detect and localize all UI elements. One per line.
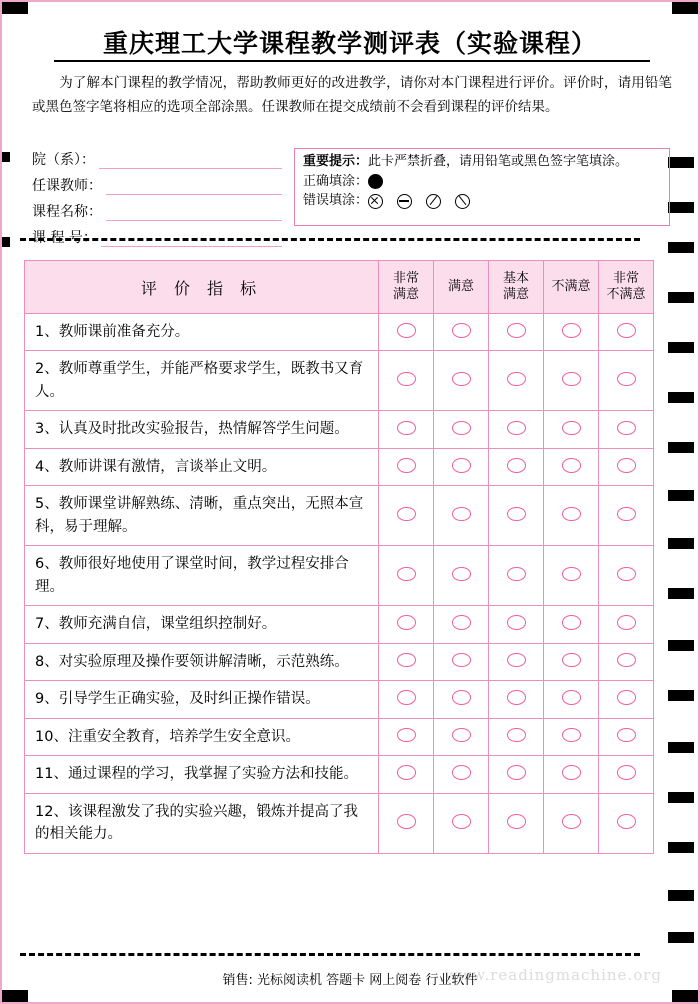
option-cell[interactable]	[544, 486, 599, 546]
field-course-no-label: 课 程 号：	[32, 230, 97, 246]
timing-mark	[668, 538, 694, 549]
timing-mark	[668, 640, 694, 651]
bubble-icon[interactable]	[397, 567, 416, 582]
option-cell[interactable]	[544, 351, 599, 411]
filled-circle-icon	[368, 174, 383, 189]
option-cell[interactable]	[489, 411, 544, 448]
bubble-icon[interactable]	[617, 765, 636, 780]
bubble-icon[interactable]	[452, 421, 471, 436]
notice-headline	[303, 153, 661, 171]
option-cell[interactable]	[544, 756, 599, 793]
bubble-icon[interactable]	[507, 765, 526, 780]
field-department	[32, 150, 282, 169]
option-cell[interactable]	[379, 681, 434, 718]
fold-divider-top	[20, 238, 640, 241]
timing-mark	[668, 242, 694, 253]
bubble-icon[interactable]	[562, 323, 581, 338]
option-cell[interactable]	[379, 643, 434, 680]
registration-mark	[672, 990, 698, 1002]
option-cell[interactable]	[544, 411, 599, 448]
timing-mark	[668, 742, 694, 753]
option-cell[interactable]	[599, 793, 654, 853]
option-cell[interactable]	[379, 486, 434, 546]
option-cell[interactable]	[599, 681, 654, 718]
field-teacher	[32, 176, 282, 195]
col-line2: 满意	[392, 287, 419, 302]
option-cell[interactable]	[434, 411, 489, 448]
wrong-mark-label: 错误填涂：	[303, 193, 369, 209]
notice-label: 重要提示：	[303, 154, 369, 169]
footer-text: 销售: 光标阅读机 答题卡 网上阅卷 行业软件	[222, 973, 478, 988]
column-header-basically-satisfied	[489, 261, 544, 314]
bubble-icon[interactable]	[507, 615, 526, 630]
option-cell[interactable]	[544, 718, 599, 755]
column-header-indicator: 评 价 指 标	[25, 261, 379, 314]
field-teacher-input[interactable]	[106, 179, 282, 195]
question-text: 5、教师课堂讲解熟练、清晰，重点突出，无照本宣科，易于理解。	[25, 486, 379, 546]
timing-mark	[668, 342, 694, 353]
bubble-icon[interactable]	[397, 458, 416, 473]
option-cell[interactable]	[434, 681, 489, 718]
bubble-icon[interactable]	[507, 372, 526, 387]
option-cell[interactable]	[379, 606, 434, 643]
col-line1: 不满意	[551, 278, 591, 294]
timing-mark	[668, 932, 694, 943]
option-cell[interactable]	[599, 411, 654, 448]
bubble-icon[interactable]	[397, 507, 416, 522]
table-row	[25, 718, 654, 755]
timing-mark	[2, 152, 10, 162]
field-course-name-label: 课程名称：	[32, 204, 102, 220]
option-cell[interactable]	[599, 448, 654, 485]
option-cell[interactable]	[434, 314, 489, 351]
option-cell[interactable]	[599, 351, 654, 411]
bubble-icon[interactable]	[397, 323, 416, 338]
bubble-icon[interactable]	[507, 421, 526, 436]
bubble-icon[interactable]	[397, 765, 416, 780]
question-text: 8、对实验原理及操作要领讲解清晰，示范熟练。	[25, 643, 379, 680]
table-row	[25, 546, 654, 606]
option-cell[interactable]	[544, 793, 599, 853]
bubble-icon[interactable]	[452, 728, 471, 743]
bubble-icon[interactable]	[617, 728, 636, 743]
option-cell[interactable]	[434, 546, 489, 606]
bubble-icon[interactable]	[562, 814, 581, 829]
bubble-icon[interactable]	[562, 421, 581, 436]
bubble-icon[interactable]	[562, 653, 581, 668]
minus-circle-icon	[397, 194, 412, 209]
bubble-icon[interactable]	[617, 567, 636, 582]
option-cell[interactable]	[379, 448, 434, 485]
option-cell[interactable]	[434, 486, 489, 546]
bubble-icon[interactable]	[562, 567, 581, 582]
option-cell[interactable]	[544, 314, 599, 351]
question-text: 2、教师尊重学生，并能严格要求学生，既教书又育人。	[25, 351, 379, 411]
bubble-icon[interactable]	[507, 458, 526, 473]
field-course-name-input[interactable]	[106, 205, 282, 221]
bubble-icon[interactable]	[507, 567, 526, 582]
table-row	[25, 643, 654, 680]
bubble-icon[interactable]	[507, 728, 526, 743]
bubble-icon[interactable]	[562, 372, 581, 387]
bubble-icon[interactable]	[617, 653, 636, 668]
bubble-icon[interactable]	[397, 372, 416, 387]
option-cell[interactable]	[379, 793, 434, 853]
option-cell[interactable]	[489, 486, 544, 546]
bubble-icon[interactable]	[507, 653, 526, 668]
bubble-icon[interactable]	[452, 653, 471, 668]
bubble-icon[interactable]	[452, 814, 471, 829]
bubble-icon[interactable]	[452, 323, 471, 338]
bubble-icon[interactable]	[562, 507, 581, 522]
bubble-icon[interactable]	[617, 690, 636, 705]
correct-mark-row	[303, 174, 661, 191]
table-row	[25, 681, 654, 718]
option-cell[interactable]	[544, 546, 599, 606]
cross-circle-icon	[368, 194, 383, 209]
question-text: 9、引导学生正确实验，及时纠正操作错误。	[25, 681, 379, 718]
table-row	[25, 486, 654, 546]
watermark-text: www.readingmachine.org	[444, 966, 662, 984]
timing-mark	[668, 442, 694, 453]
option-cell[interactable]	[379, 351, 434, 411]
option-cell[interactable]	[489, 756, 544, 793]
col-line1: 满意	[447, 278, 474, 294]
option-cell[interactable]	[489, 718, 544, 755]
bubble-icon[interactable]	[507, 507, 526, 522]
option-cell[interactable]	[544, 448, 599, 485]
table-row	[25, 756, 654, 793]
question-text: 7、教师充满自信，课堂组织控制好。	[25, 606, 379, 643]
option-cell[interactable]	[379, 314, 434, 351]
bubble-icon[interactable]	[452, 458, 471, 473]
option-cell[interactable]	[544, 606, 599, 643]
option-cell[interactable]	[489, 643, 544, 680]
bubble-icon[interactable]	[562, 728, 581, 743]
timing-mark	[668, 890, 694, 901]
bubble-icon[interactable]	[397, 615, 416, 630]
bubble-icon[interactable]	[397, 814, 416, 829]
bubble-icon[interactable]	[562, 615, 581, 630]
option-cell[interactable]	[489, 314, 544, 351]
intro-paragraph	[32, 72, 672, 119]
timing-mark	[2, 237, 10, 247]
option-cell[interactable]	[434, 351, 489, 411]
slash-circle-icon	[426, 194, 441, 209]
option-cell[interactable]	[544, 643, 599, 680]
option-cell[interactable]	[489, 448, 544, 485]
option-cell[interactable]	[599, 718, 654, 755]
bubble-icon[interactable]	[507, 323, 526, 338]
col-line2: 不满意	[606, 287, 646, 302]
option-cell[interactable]	[379, 718, 434, 755]
important-notice-box	[294, 148, 670, 226]
bubble-icon[interactable]	[452, 372, 471, 387]
bubble-icon[interactable]	[507, 690, 526, 705]
bubble-icon[interactable]	[617, 323, 636, 338]
correct-mark-label: 正确填涂：	[303, 173, 369, 189]
bubble-icon[interactable]	[397, 728, 416, 743]
timing-mark	[668, 202, 694, 213]
option-cell[interactable]	[434, 718, 489, 755]
bubble-icon[interactable]	[617, 615, 636, 630]
bubble-icon[interactable]	[452, 507, 471, 522]
wrong-mark-row	[303, 193, 661, 210]
registration-mark	[2, 990, 28, 1002]
bubble-icon[interactable]	[617, 814, 636, 829]
table-row	[25, 351, 654, 411]
notice-text: 此卡严禁折叠，请用铅笔或黑色签字笔填涂。	[368, 154, 629, 169]
backslash-circle-icon	[455, 194, 470, 209]
page-title: 重庆理工大学课程教学测评表（实验课程）	[102, 29, 597, 58]
registration-mark	[2, 2, 28, 14]
column-header-unsatisfied	[544, 261, 599, 314]
bubble-icon[interactable]	[507, 814, 526, 829]
option-cell[interactable]	[599, 546, 654, 606]
bubble-icon[interactable]	[562, 690, 581, 705]
option-cell[interactable]	[599, 314, 654, 351]
question-text: 10、注重安全教育，培养学生安全意识。	[25, 718, 379, 755]
option-cell[interactable]	[544, 681, 599, 718]
option-cell[interactable]	[489, 351, 544, 411]
bubble-icon[interactable]	[452, 765, 471, 780]
col-line2: 满意	[502, 287, 529, 302]
option-cell[interactable]	[489, 546, 544, 606]
option-cell[interactable]	[379, 756, 434, 793]
table-row	[25, 411, 654, 448]
timing-mark	[668, 292, 694, 303]
timing-mark	[668, 690, 694, 701]
question-text: 6、教师很好地使用了课堂时间，教学过程安排合理。	[25, 546, 379, 606]
bubble-icon[interactable]	[562, 765, 581, 780]
timing-mark	[668, 792, 694, 803]
bubble-icon[interactable]	[452, 690, 471, 705]
field-department-input[interactable]	[99, 153, 282, 169]
question-text: 12、该课程激发了我的实验兴趣，锻炼并提高了我的相关能力。	[25, 793, 379, 853]
bubble-icon[interactable]	[617, 507, 636, 522]
table-row	[25, 448, 654, 485]
question-text: 3、认真及时批改实验报告，热情解答学生问题。	[25, 411, 379, 448]
intro-text: 为了解本门课程的教学情况，帮助教师更好的改进教学，请你对本门课程进行评价。评价时，请用铅笔或黑色签字笔将相应的选项全部涂黑。任课教师在提交成绩前不会看到课程的评价结果。	[32, 75, 672, 115]
field-course-name	[32, 202, 282, 221]
option-cell[interactable]	[489, 681, 544, 718]
fold-divider-bottom	[20, 953, 640, 956]
option-cell[interactable]	[599, 606, 654, 643]
bubble-icon[interactable]	[617, 421, 636, 436]
option-cell[interactable]	[489, 606, 544, 643]
option-cell[interactable]	[379, 411, 434, 448]
bubble-icon[interactable]	[562, 458, 581, 473]
option-cell[interactable]	[599, 643, 654, 680]
table-header-row	[25, 261, 654, 314]
field-teacher-label: 任课教师：	[32, 178, 102, 194]
col-line1: 非常	[392, 270, 419, 286]
bubble-icon[interactable]	[617, 458, 636, 473]
column-header-very-unsatisfied	[599, 261, 654, 314]
bubble-icon[interactable]	[452, 615, 471, 630]
question-text: 11、通过课程的学习，我掌握了实验方法和技能。	[25, 756, 379, 793]
table-row	[25, 606, 654, 643]
table-body	[25, 314, 654, 854]
option-cell[interactable]	[434, 606, 489, 643]
timing-mark	[668, 490, 694, 501]
title-divider	[54, 60, 650, 62]
option-cell[interactable]	[489, 793, 544, 853]
column-header-satisfied	[434, 261, 489, 314]
timing-mark	[668, 392, 694, 403]
bubble-icon[interactable]	[617, 372, 636, 387]
field-department-label: 院（系）：	[32, 152, 95, 168]
bubble-icon[interactable]	[397, 690, 416, 705]
table-row	[25, 793, 654, 853]
column-header-very-satisfied	[379, 261, 434, 314]
option-cell[interactable]	[434, 448, 489, 485]
col-line1: 基本	[502, 270, 529, 286]
timing-mark	[668, 588, 694, 599]
bubble-icon[interactable]	[452, 567, 471, 582]
timing-mark	[668, 157, 694, 168]
evaluation-table	[24, 260, 654, 854]
option-cell[interactable]	[434, 643, 489, 680]
bubble-icon[interactable]	[397, 653, 416, 668]
option-cell[interactable]	[379, 546, 434, 606]
option-cell[interactable]	[599, 486, 654, 546]
option-cell[interactable]	[434, 793, 489, 853]
col-line1: 非常	[612, 270, 639, 286]
question-text: 4、教师讲课有激情，言谈举止文明。	[25, 448, 379, 485]
option-cell[interactable]	[434, 756, 489, 793]
bubble-icon[interactable]	[397, 421, 416, 436]
question-text: 1、教师课前准备充分。	[25, 314, 379, 351]
registration-mark	[672, 2, 698, 14]
table-row	[25, 314, 654, 351]
timing-mark	[668, 842, 694, 853]
option-cell[interactable]	[599, 756, 654, 793]
